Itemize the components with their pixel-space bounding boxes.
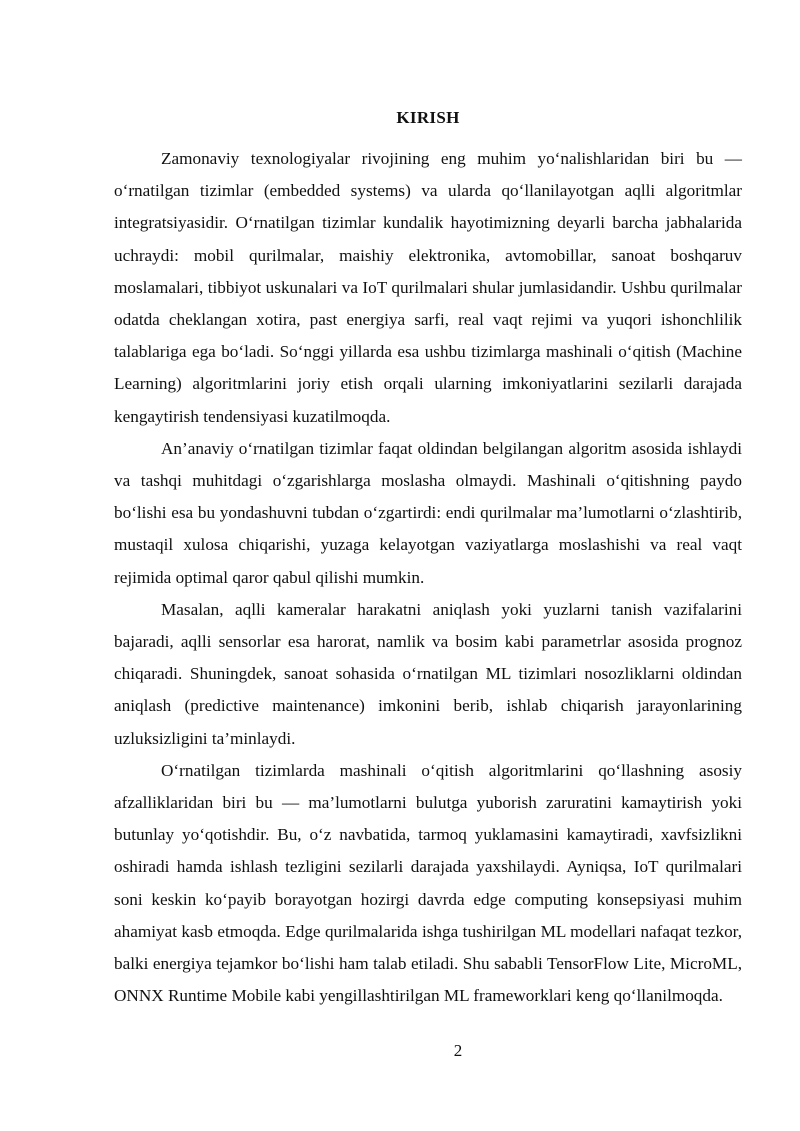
page-number: 2 (453, 1041, 463, 1060)
paragraph-4: O‘rnatilgan tizimlarda mashinali o‘qitish algoritmlarini qo‘llashning asosiy afzalliklaridan biri bu — ma’lumotlarni bulutga yuborish zaruratini kamaytirish yoki butunlay yo‘qotishdir. Bu, o‘z navbatida, tarmoq yuklamasini kamaytiradi, xavfsizlikni oshiradi hamda ishlash tezligini sezilarli darajada yaxshilaydi. Ayniqsa, IoT qurilmalari soni keskin ko‘payib borayotgan hozirgi davrda edge computing konsepsiyasi muhim ahamiyat kasb etmoqda. Edge qurilmalarida ishga tushirilgan ML modellari nafaqat tezkor, balki energiya tejamkor bo‘lishi ham talab etiladi. Shu sababli TensorFlow Lite, MicroML, ONNX Runtime Mobile kabi yengillashtirilgan ML frameworklari keng qo‘llanilmoqda. (114, 760, 742, 1006)
section-heading: KIRISH (396, 108, 460, 127)
paragraph-2: An’anaviy o‘rnatilgan tizimlar faqat oldindan belgilangan algoritm asosida ishlaydi va tashqi muhitdagi o‘zgarishlarga moslasha olmaydi. Mashinali o‘qitishning paydo bo‘lishi esa bu yondashuvni tubdan o‘zgartirdi: endi qurilmalar ma’lumotlarni o‘zlashtirib, mustaqil xulosa chiqarishi, yuzaga kelayotgan vaziyatlarga moslashishi va real vaqt rejimida optimal qaror qabul qilishi mumkin. (114, 438, 742, 587)
body-text (114, 143, 742, 1012)
paragraph-3: Masalan, aqlli kameralar harakatni aniqlash yoki yuzlarni tanish vazifalarini bajaradi, aqlli sensorlar esa harorat, namlik va bosim kabi parametrlar asosida prognoz chiqaradi. Shuningdek, sanoat sohasida o‘rnatilgan ML tizimlari nosozliklarni oldindan aniqlash (predictive maintenance) imkonini berib, ishlab chiqarish jarayonlarining uzluksizligini ta’minlaydi. (114, 599, 742, 748)
paragraph-1: Zamonaviy texnologiyalar rivojining eng muhim yo‘nalishlaridan biri bu — o‘rnatilgan tizimlar (embedded systems) va ularda qo‘llanilayotgan aqlli algoritmlar integratsiyasidir. O‘rnatilgan tizimlar kundalik hayotimizning deyarli barcha jabhalarida uchraydi: mobil qurilmalar, maishiy elektronika, avtomobillar, sanoat boshqaruv moslamalari, tibbiyot uskunalari va IoT qurilmalari shular jumlasidandir. Ushbu qurilmalar odatda cheklangan xotira, past energiya sarfi, real vaqt rejimi va yuqori ishonchlilik talablariga ega bo‘ladi. So‘nggi yillarda esa ushbu tizimlarga mashinali o‘qitish (Machine Learning) algoritmlarini joriy etish orqali ularning imkoniyatlarini sezilarli darajada kengaytirish tendensiyasi kuzatilmoqda. (114, 149, 742, 426)
